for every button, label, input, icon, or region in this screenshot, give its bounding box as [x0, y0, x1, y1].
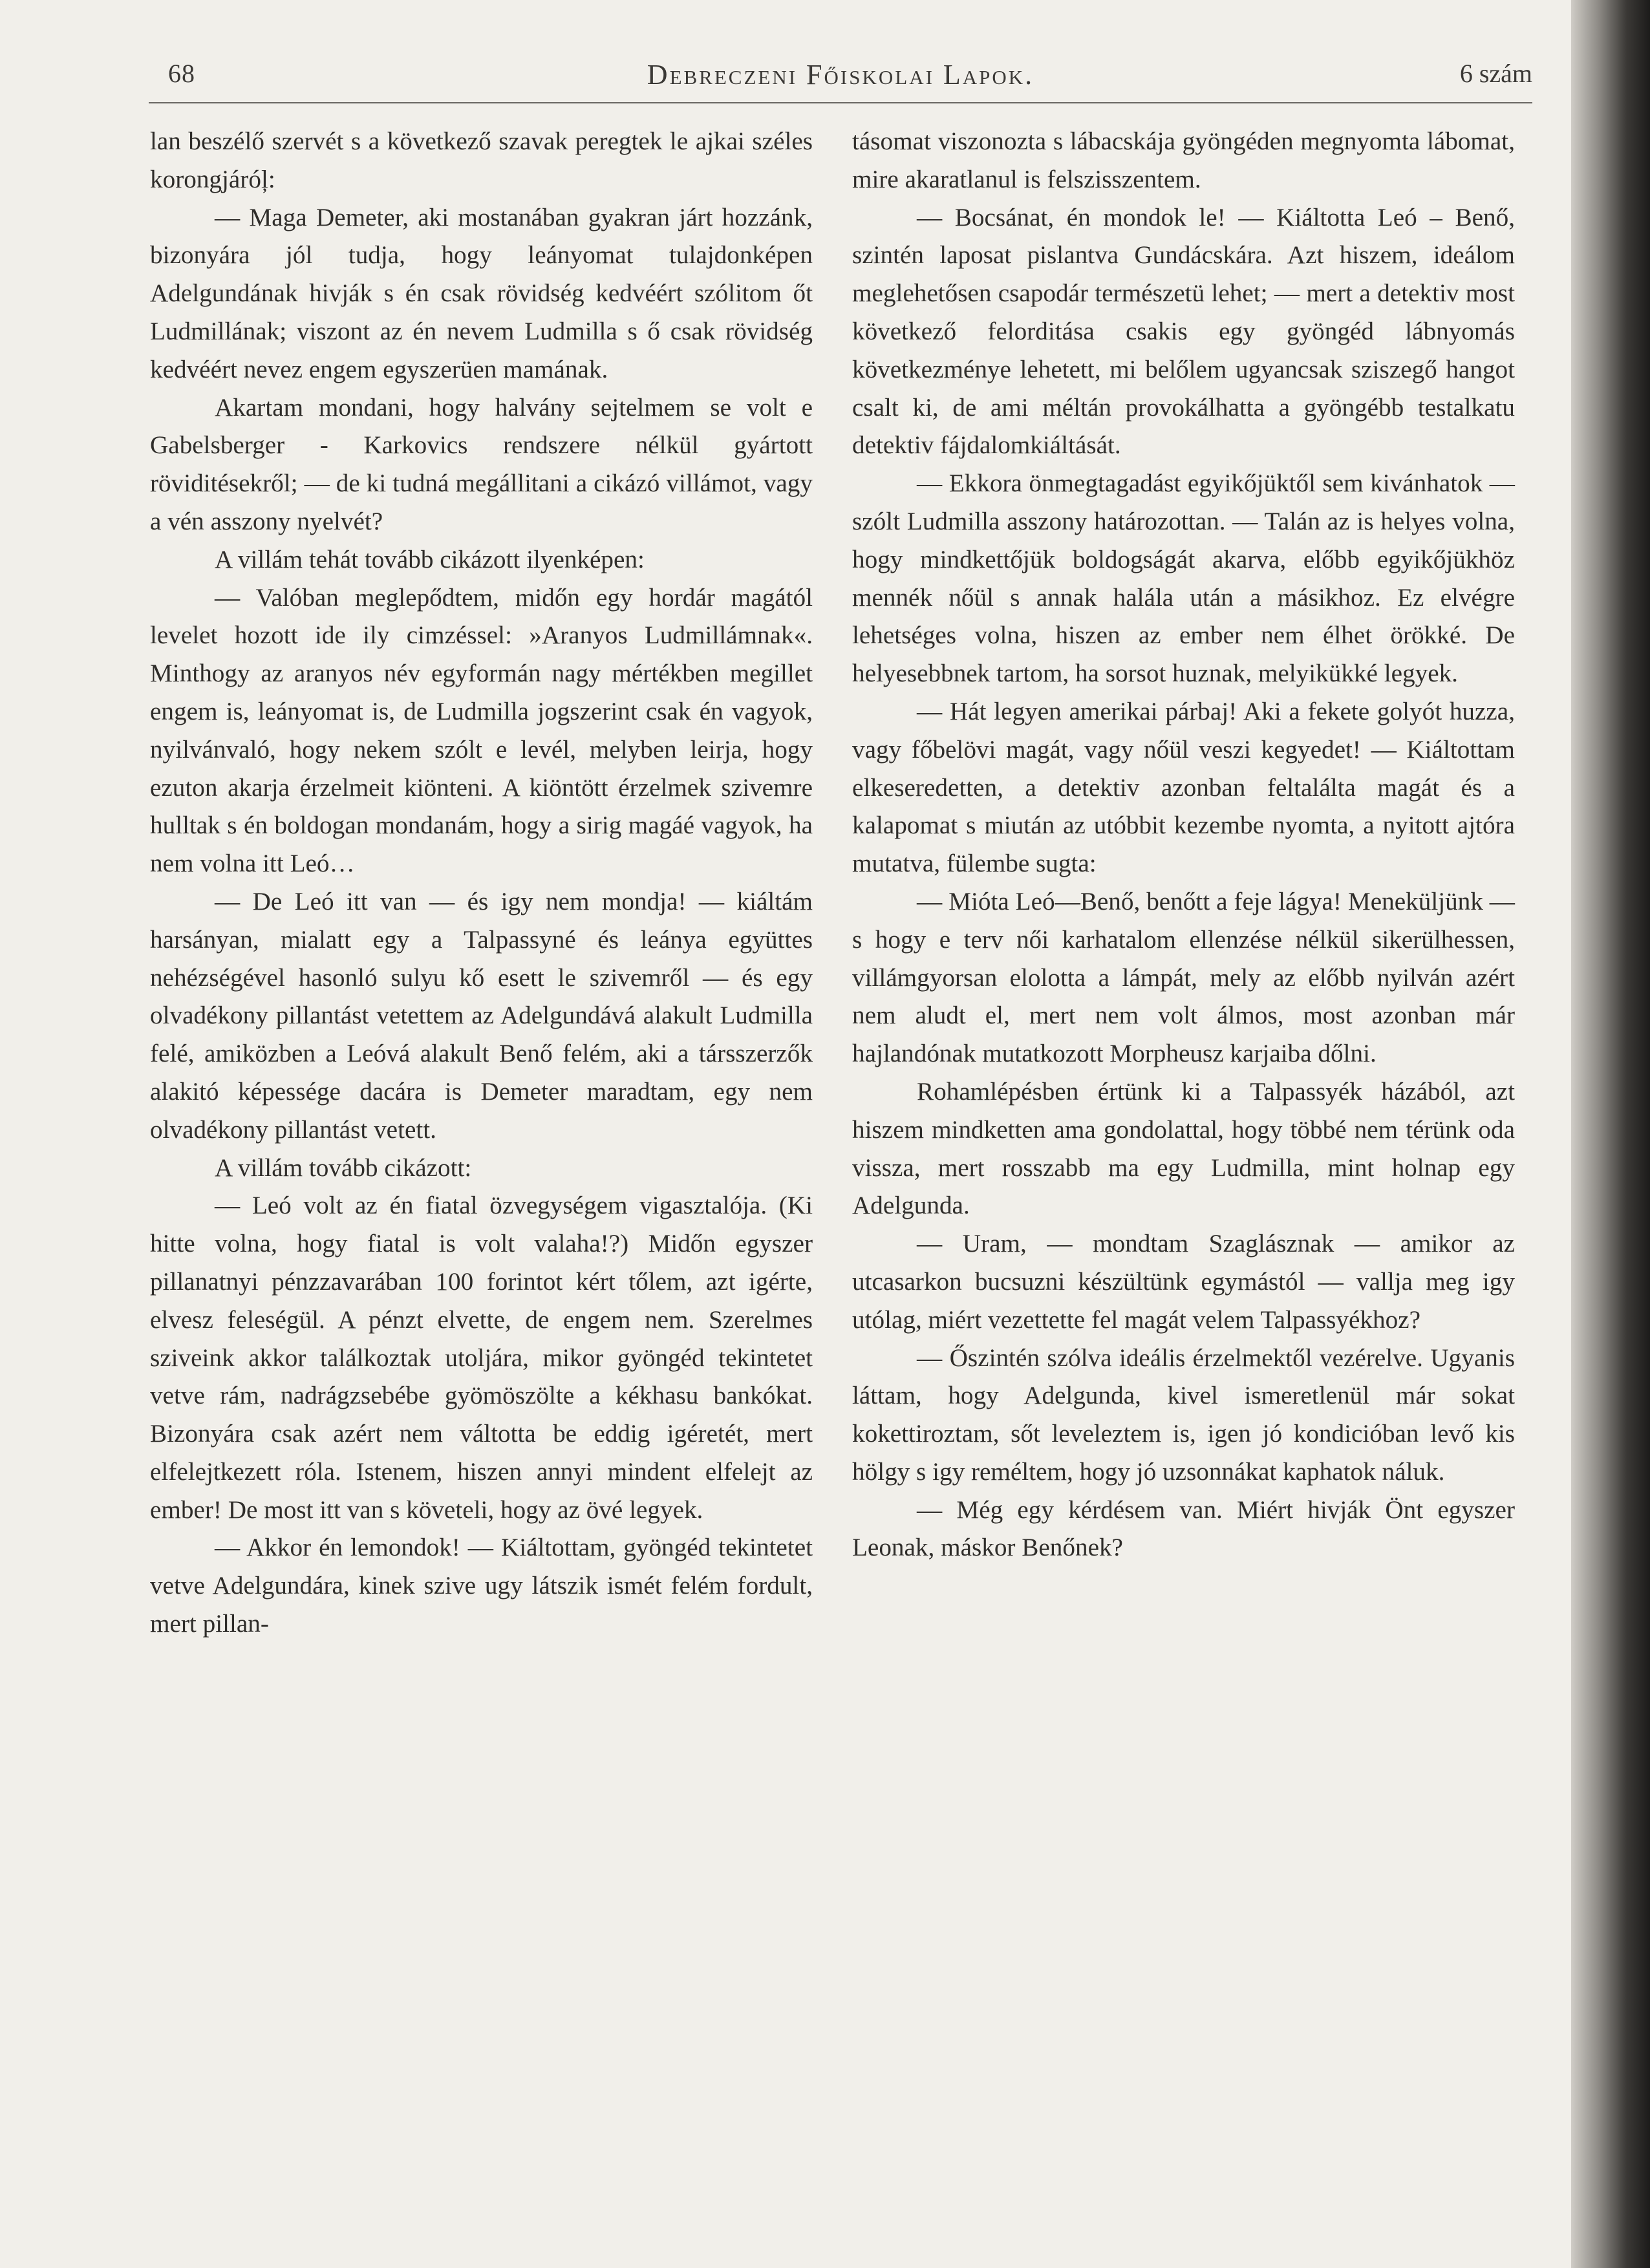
paragraph: tásomat viszonozta s lábacskája gyöngéden megnyomta lábomat, mire akaratlanul is felszisszentem.	[852, 127, 1515, 193]
book-spine-shadow	[1571, 0, 1650, 2268]
paragraph: — Maga Demeter, aki mostanában gyakran járt hozzánk, bizonyára jól tudja, hogy leányomat tulajdonképen Adelgundának hivják s én csak rövidség kedvéért szólitom őt Ludmillának; viszont az én nevem Ludmilla s ő csak rövidség kedvéért nevez engem egyszerüen mamának.	[150, 203, 813, 383]
paragraph: — Őszintén szólva ideális érzelmektől vezérelve. Ugyanis láttam, hogy Adelgunda, kivel ismeretlenül már sokat kokettiroztam, sőt leveleztem is, igen jó kondicióban levő kis hölgy s igy reméltem, hogy jó uzsonnákat kaphatok náluk.	[852, 1343, 1515, 1486]
paragraph: — Mióta Leó—Benő, benőtt a feje lágya! Meneküljünk — s hogy e terv női karhatalom ellenzése nélkül sikerülhessen, villámgyorsan elolotta a lámpát, mely az előbb nyilván azért nem aludt el, mert nem volt álmos, most azonban már hajlandónak mutatkozott Morpheusz karjaiba dőlni.	[852, 887, 1515, 1068]
paragraph: — Valóban meglepődtem, midőn egy hordár magától levelet hozott ide ily cimzéssel: »Aranyos Ludmillámnak«. Minthogy az aranyos név egyformán nagy mértékben megillet engem is, leányomat is, de Ludmilla jogszerint csak én vagyok, nyilvánvaló, hogy nekem szólt e levél, melyben leirja, hogy ezuton akarja érzelmeit kiönteni. A kiöntött érzelmek szivemre hulltak s én boldogan mondanám, hogy a sirig magáé vagyok, ha nem volna itt Leó…	[150, 583, 813, 878]
right-column	[852, 123, 1515, 1567]
paragraph: Akartam mondani, hogy halvány sejtelmem se volt e Gabelsberger - Karkovics rendszere nélkül gyártott röviditésekről; — de ki tudná megállitani a cikázó villámot, vagy a vén asszony nyelvét?	[150, 393, 813, 535]
left-column	[150, 123, 813, 1643]
paragraph: — Hát legyen amerikai párbaj! Aki a fekete golyót huzza, vagy főbelövi magát, vagy nőül veszi kegyedet! — Kiáltottam elkeseredetten, a detektiv azonban feltalálta magát és a kalapomat s miután az utóbbit kezembe nyomta, a nyitott ajtóra mutatva, fülembe sugta:	[852, 697, 1515, 878]
paragraph: — Ekkora önmegtagadást egyikőjüktől sem kivánhatok — szólt Ludmilla asszony határozottan. — Talán az is helyes volna, hogy mindkettőjük boldogságát akarva, előbb egyikőjükhöz mennék nőül s annak halála után a másikhoz. Ez elvégre lehetséges volna, hiszen az ember nem élhet örökké. De helyesebbnek tartom, ha sorsot huznak, melyikükké legyek.	[852, 469, 1515, 688]
issue-number: 6 szám	[1459, 59, 1532, 88]
journal-title: Debreczeni Főiskolai Lapok.	[647, 59, 1034, 91]
paragraph: — Akkor én lemondok! — Kiáltottam, gyöngéd tekintetet vetve Adelgundára, kinek szive ugy látszik ismét felém fordult, mert pillan-	[150, 1534, 813, 1638]
paragraph: — De Leó itt van — és igy nem mondja! — kiáltám harsányan, mialatt egy a Talpassyné és leánya együttes nehézségével hasonló sulyu kő esett le szivemről — és egy olvadékony pillantást vetettem az Adelgundává alakult Ludmilla felé, amiközben a Leóvá alakult Benő felém, aki a társszerzők alakitó képessége dacára is Demeter maradtam, egy nem olvadékony pillantást vetett.	[150, 887, 813, 1144]
paragraph: — Még egy kérdésem van. Miért hivják Önt egyszer Leonak, máskor Benőnek?	[852, 1495, 1515, 1562]
paragraph: A villám tehát tovább cikázott ilyenképen:	[215, 545, 645, 573]
page-number: 68	[168, 59, 195, 88]
paragraph: A villám tovább cikázott:	[215, 1153, 472, 1182]
paragraph: lan beszélő szervét s a következő szavak peregtek le ajkai széles korongjáróļ:	[150, 127, 813, 193]
running-header	[149, 50, 1532, 103]
paragraph: — Leó volt az én fiatal özvegységem vigasztalója. (Ki hitte volna, hogy fiatal is volt valaha!?) Midőn egyszer pillanatnyi pénzzavarában 100 forintot kért tőlem, azt igérte, elvesz feleségül. A pénzt elvette, de engem nem. Szerelmes sziveink akkor találkoztak utoljára, mikor gyöngéd tekintetet vetve rám, nadrágzsebébe gyömöszölte a kékhasu bankókat. Bizonyára csak azért nem váltotta be eddig igéretét, mert elfelejtkezett róla. Istenem, hiszen annyi mindent elfelejt az ember! De most itt van s követeli, hogy az övé legyek.	[150, 1192, 813, 1524]
paragraph: Rohamlépésben értünk ki a Talpassyék házából, azt hiszem mindketten ama gondolattal, hogy többé nem térünk oda vissza, mert rosszabb ma egy Ludmilla, mint holnap egy Adelgunda.	[852, 1077, 1515, 1220]
paragraph: — Uram, — mondtam Szaglásznak — amikor az utcasarkon bucsuzni készültünk egymástól — vallja meg igy utólag, miért vezettette fel magát velem Talpassyékhoz?	[852, 1230, 1515, 1334]
paragraph: — Bocsánat, én mondok le! — Kiáltotta Leó – Benő, szintén laposat pislantva Gundácskára. Azt hiszem, ideálom meglehetősen csapodár természetü lehet; — mert a detektiv most következő felorditása csakis egy gyöngéd lábnyomás következménye lehetett, mi belőlem ugyancsak sziszegő hangot csalt ki, de ami méltán provokálhatta a gyöngébb testalkatu detektiv fájdalomkiáltását.	[852, 203, 1515, 460]
